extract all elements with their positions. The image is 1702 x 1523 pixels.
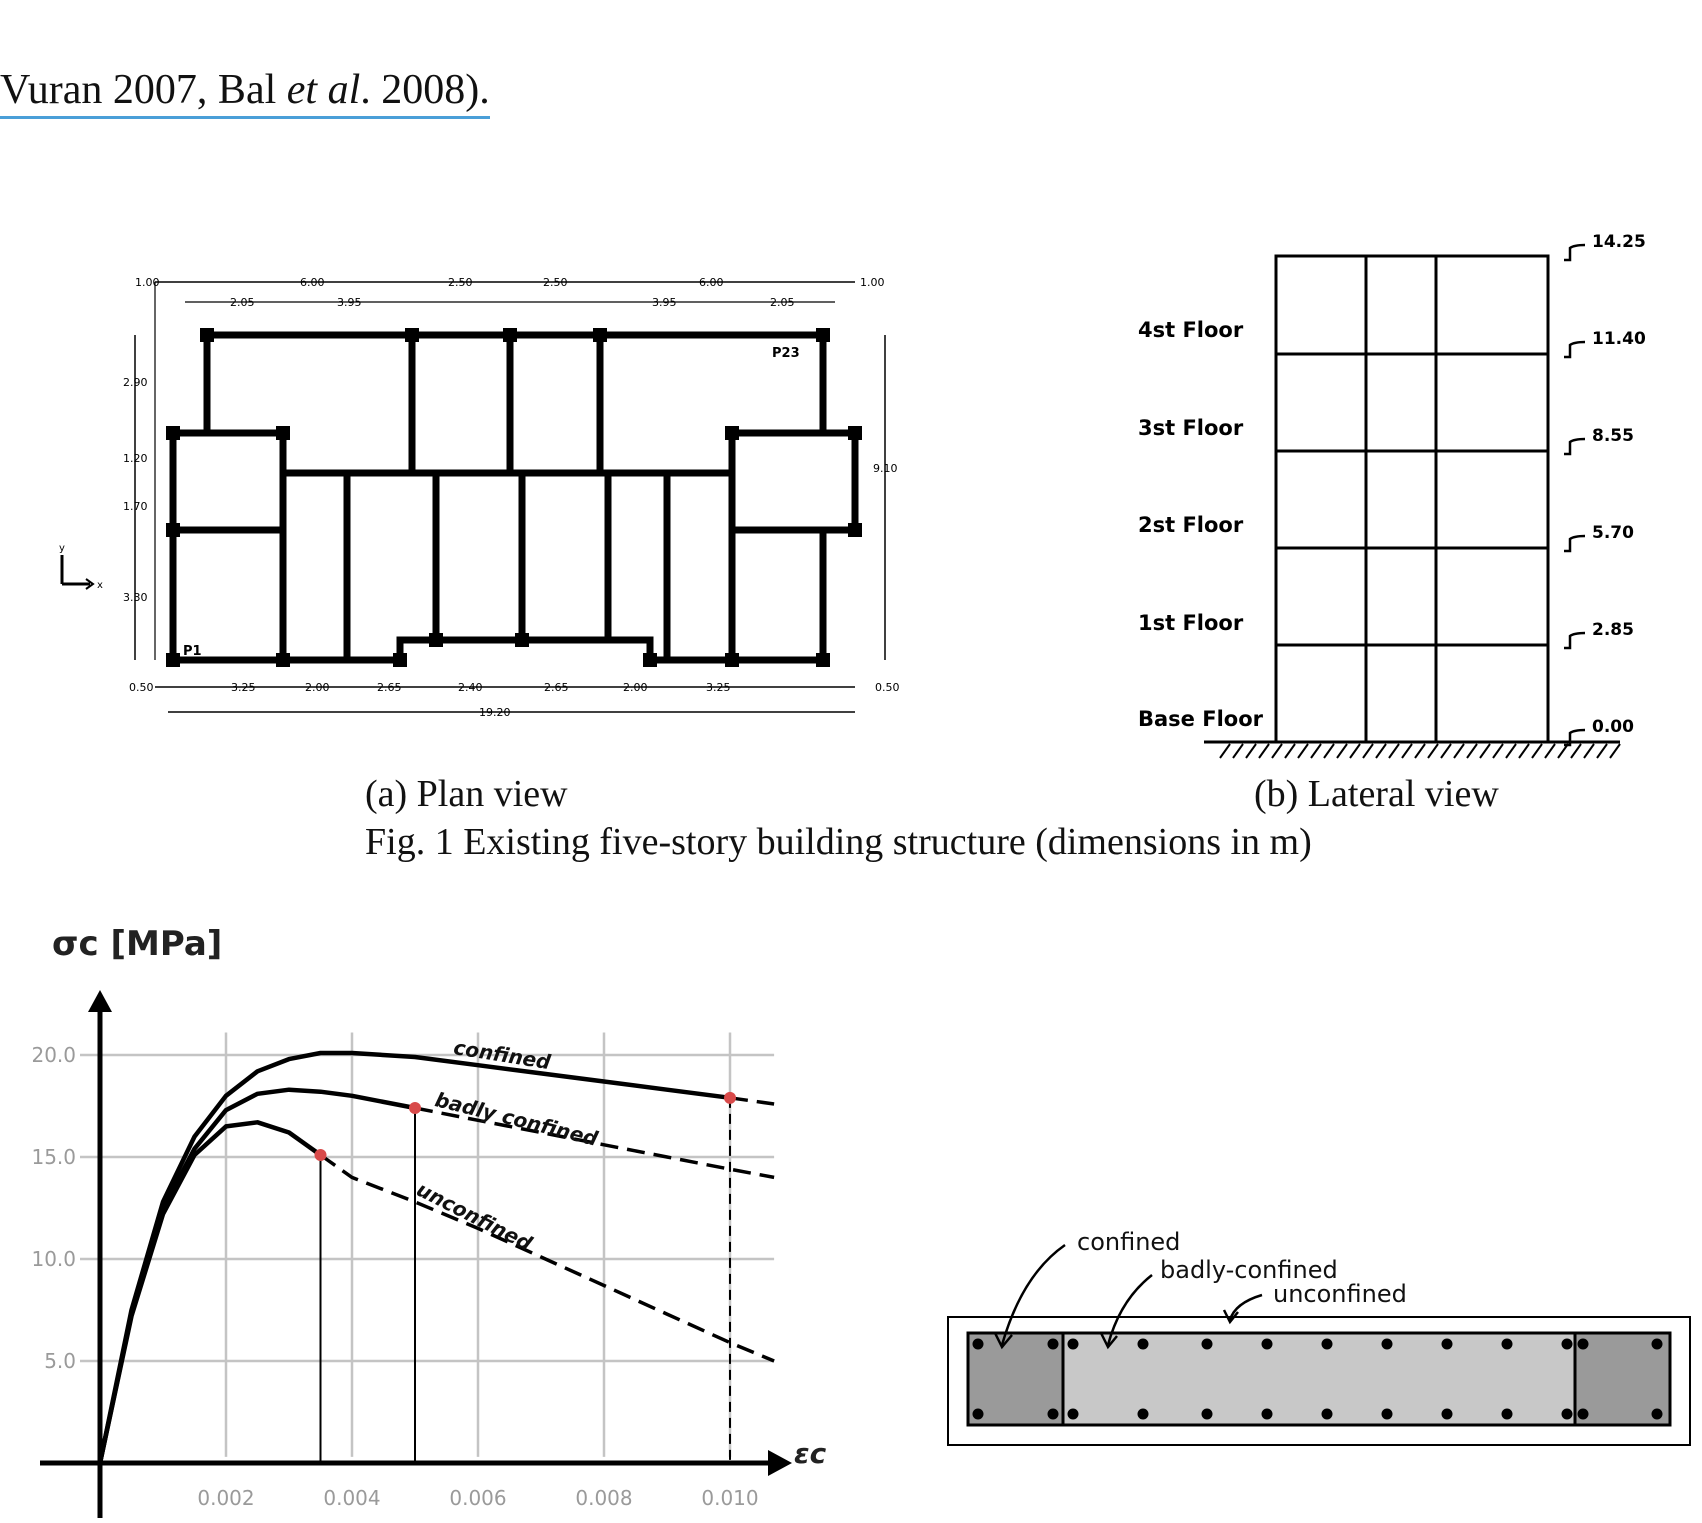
- series-label: confined: [452, 1035, 553, 1075]
- elevation-label: 2.85: [1592, 620, 1634, 640]
- hatch-stroke: [1363, 744, 1373, 758]
- column: [593, 328, 607, 342]
- hatch-stroke: [1402, 744, 1412, 758]
- axis-glyph-icon: [62, 555, 93, 589]
- column: [725, 426, 739, 440]
- column: [816, 653, 830, 667]
- lateral-view-drawing: [1120, 225, 1680, 770]
- column: [643, 653, 657, 667]
- plan-walls: [173, 335, 855, 660]
- rebar-dot: [1502, 1339, 1513, 1350]
- chart-grid: [80, 1033, 774, 1457]
- reference-text-2: . 2008).: [360, 67, 490, 113]
- elevation-marker-icon: [1564, 439, 1585, 454]
- series-line-unconfined: [100, 1122, 321, 1463]
- rebar-dot: [1068, 1339, 1079, 1350]
- elevation-label: 5.70: [1592, 523, 1634, 543]
- hatch-stroke: [1506, 744, 1516, 758]
- hatch-stroke: [1441, 744, 1451, 758]
- dim-label: 2.50: [448, 276, 473, 289]
- figure-caption: Fig. 1 Existing five-story building structure (dimensions in m): [365, 821, 1312, 863]
- dim-label: 2.65: [544, 681, 569, 694]
- dim-label: 9.10: [873, 462, 898, 475]
- hatch-stroke: [1571, 744, 1581, 758]
- label-confined: confined: [1077, 1228, 1181, 1256]
- hatch-stroke: [1389, 744, 1399, 758]
- column: [405, 328, 419, 342]
- floor-label: 3st Floor: [1138, 416, 1244, 440]
- elevation-marker-icon: [1564, 342, 1585, 357]
- rebar-dot: [973, 1409, 984, 1420]
- rebar-dot: [1382, 1409, 1393, 1420]
- hatch-stroke: [1324, 744, 1334, 758]
- rebar-dot: [1562, 1409, 1573, 1420]
- stress-strain-chart: [0, 920, 840, 1520]
- hatch-stroke: [1519, 744, 1529, 758]
- x-tick-label: 0.002: [197, 1486, 255, 1510]
- hatch-stroke: [1220, 744, 1230, 758]
- hatch-stroke: [1480, 744, 1490, 758]
- arrow-confined: [1002, 1245, 1065, 1345]
- y-tick-label: 10.0: [31, 1247, 76, 1271]
- hatch-stroke: [1532, 744, 1542, 758]
- chart-series: [100, 1035, 774, 1463]
- label-unconfined: unconfined: [1273, 1280, 1407, 1308]
- column: [166, 523, 180, 537]
- dim-label: 1.20: [123, 452, 148, 465]
- rebar-dot: [1562, 1339, 1573, 1350]
- elevation-markers: [1564, 245, 1585, 745]
- reference-line: [0, 66, 490, 114]
- dim-label: 2.05: [770, 296, 795, 309]
- hatch-stroke: [1493, 744, 1503, 758]
- rebar-dot: [1322, 1339, 1333, 1350]
- rebar-dot: [1048, 1409, 1059, 1420]
- hatch-stroke: [1298, 744, 1308, 758]
- rebar-dot: [973, 1339, 984, 1350]
- dim-label: 1.70: [123, 500, 148, 513]
- elevation-marker-icon: [1564, 536, 1585, 551]
- axis-label-x: x: [97, 580, 103, 591]
- floor-label: Base Floor: [1138, 707, 1263, 731]
- floor-label: 1st Floor: [1138, 611, 1244, 635]
- column: [166, 426, 180, 440]
- hatch-stroke: [1350, 744, 1360, 758]
- hatch-stroke: [1376, 744, 1386, 758]
- hatch-stroke: [1415, 744, 1425, 758]
- hatch-stroke: [1584, 744, 1594, 758]
- lateral-view-caption: (b) Lateral view: [1254, 773, 1499, 815]
- rebar-dot: [1442, 1339, 1453, 1350]
- elevation-label: 0.00: [1592, 717, 1634, 737]
- ultimate-point: [409, 1102, 421, 1114]
- column: [848, 426, 862, 440]
- rebar-dot: [1322, 1409, 1333, 1420]
- rebar-dot: [1138, 1339, 1149, 1350]
- rebar-dot: [1502, 1409, 1513, 1420]
- y-tick-label: 20.0: [31, 1043, 76, 1067]
- x-tick-label: 0.010: [701, 1486, 759, 1510]
- y-axis-arrow-icon: [88, 990, 112, 1012]
- rebar-dot: [1442, 1409, 1453, 1420]
- plan-view-caption: (a) Plan view: [365, 773, 568, 815]
- ultimate-point: [724, 1092, 736, 1104]
- x-tick-label: 0.004: [323, 1486, 381, 1510]
- dim-label: 2.00: [623, 681, 648, 694]
- column: [166, 653, 180, 667]
- rebar-dot: [1068, 1409, 1079, 1420]
- series-label: unconfined: [412, 1176, 537, 1256]
- series-label: badly confined: [432, 1087, 601, 1151]
- rebar-dot: [1202, 1409, 1213, 1420]
- series-dashed-confined: [730, 1098, 774, 1104]
- ground-hatch: [1220, 744, 1620, 758]
- column: [503, 328, 517, 342]
- dim-label: 1.00: [135, 276, 160, 289]
- hatch-stroke: [1597, 744, 1607, 758]
- dim-label: 6.00: [699, 276, 724, 289]
- cross-section-diagram: [940, 1215, 1700, 1455]
- reference-link[interactable]: [0, 67, 490, 119]
- rebar-dot: [1262, 1339, 1273, 1350]
- elevation-label: 14.25: [1592, 232, 1646, 252]
- dim-label: 2.65: [377, 681, 402, 694]
- dim-label: 0.50: [129, 681, 154, 694]
- rebar-dot: [1382, 1339, 1393, 1350]
- column-label-p23: P23: [772, 346, 800, 361]
- hatch-stroke: [1467, 744, 1477, 758]
- dim-label: 3.25: [231, 681, 256, 694]
- column: [393, 653, 407, 667]
- rebar-dot: [1138, 1409, 1149, 1420]
- hatch-stroke: [1337, 744, 1347, 758]
- dim-label: 3.30: [123, 591, 148, 604]
- floor-label: 2st Floor: [1138, 513, 1244, 537]
- dim-label: 2.40: [458, 681, 483, 694]
- elevation-marker-icon: [1564, 245, 1585, 260]
- dim-label: 0.50: [875, 681, 900, 694]
- outer-wall: [173, 335, 855, 660]
- hatch-stroke: [1246, 744, 1256, 758]
- hatch-stroke: [1259, 744, 1269, 758]
- dim-label: 3.95: [337, 296, 362, 309]
- y-tick-label: 15.0: [31, 1145, 76, 1169]
- x-tick-label: 0.008: [575, 1486, 633, 1510]
- hatch-stroke: [1285, 744, 1295, 758]
- hatch-stroke: [1454, 744, 1464, 758]
- elevation-label: 8.55: [1592, 426, 1634, 446]
- plan-view-drawing: [55, 255, 915, 725]
- reference-text-1: Vuran 2007, Bal: [0, 67, 287, 113]
- dim-label: 6.00: [300, 276, 325, 289]
- elevation-marker-icon: [1564, 633, 1585, 648]
- floor-label: 4st Floor: [1138, 318, 1244, 342]
- label-badly-confined: badly-confined: [1160, 1256, 1338, 1284]
- dim-label-total: 19.20: [479, 706, 511, 719]
- rebar-dot: [1578, 1339, 1589, 1350]
- y-axis-label: σc [MPa]: [52, 924, 223, 964]
- x-axis-arrow-icon: [768, 1450, 792, 1476]
- dim-label: 1.00: [860, 276, 885, 289]
- column: [429, 633, 443, 647]
- column: [848, 523, 862, 537]
- dim-label: 2.05: [230, 296, 255, 309]
- hatch-stroke: [1428, 744, 1438, 758]
- y-tick-label: 5.0: [44, 1349, 76, 1373]
- building-frame: [1276, 256, 1548, 742]
- rebar-dot: [1262, 1409, 1273, 1420]
- rebar-dot: [1652, 1409, 1663, 1420]
- hatch-stroke: [1272, 744, 1282, 758]
- dim-label: 2.50: [543, 276, 568, 289]
- rebar-dot: [1652, 1339, 1663, 1350]
- hatch-stroke: [1545, 744, 1555, 758]
- ultimate-point: [315, 1149, 327, 1161]
- rebar-dot: [1578, 1409, 1589, 1420]
- series-line-badly-confined: [100, 1090, 415, 1463]
- column-label-p1: P1: [183, 644, 202, 659]
- column: [515, 633, 529, 647]
- column: [276, 426, 290, 440]
- dim-label: 3.95: [652, 296, 677, 309]
- hatch-stroke: [1311, 744, 1321, 758]
- column: [725, 653, 739, 667]
- hatch-stroke: [1610, 744, 1620, 758]
- x-axis-label: εc: [794, 1437, 827, 1470]
- plan-columns: [166, 328, 862, 667]
- dim-label: 2.90: [123, 376, 148, 389]
- column: [276, 653, 290, 667]
- x-tick-label: 0.006: [449, 1486, 507, 1510]
- dim-label: 2.00: [305, 681, 330, 694]
- column: [200, 328, 214, 342]
- elevation-label: 11.40: [1592, 329, 1646, 349]
- rebar-dot: [1048, 1339, 1059, 1350]
- column: [816, 328, 830, 342]
- hatch-stroke: [1233, 744, 1243, 758]
- dim-label: 3.25: [706, 681, 731, 694]
- axis-label-y: y: [59, 543, 65, 554]
- reference-etal: et al: [286, 67, 361, 113]
- rebar-dot: [1202, 1339, 1213, 1350]
